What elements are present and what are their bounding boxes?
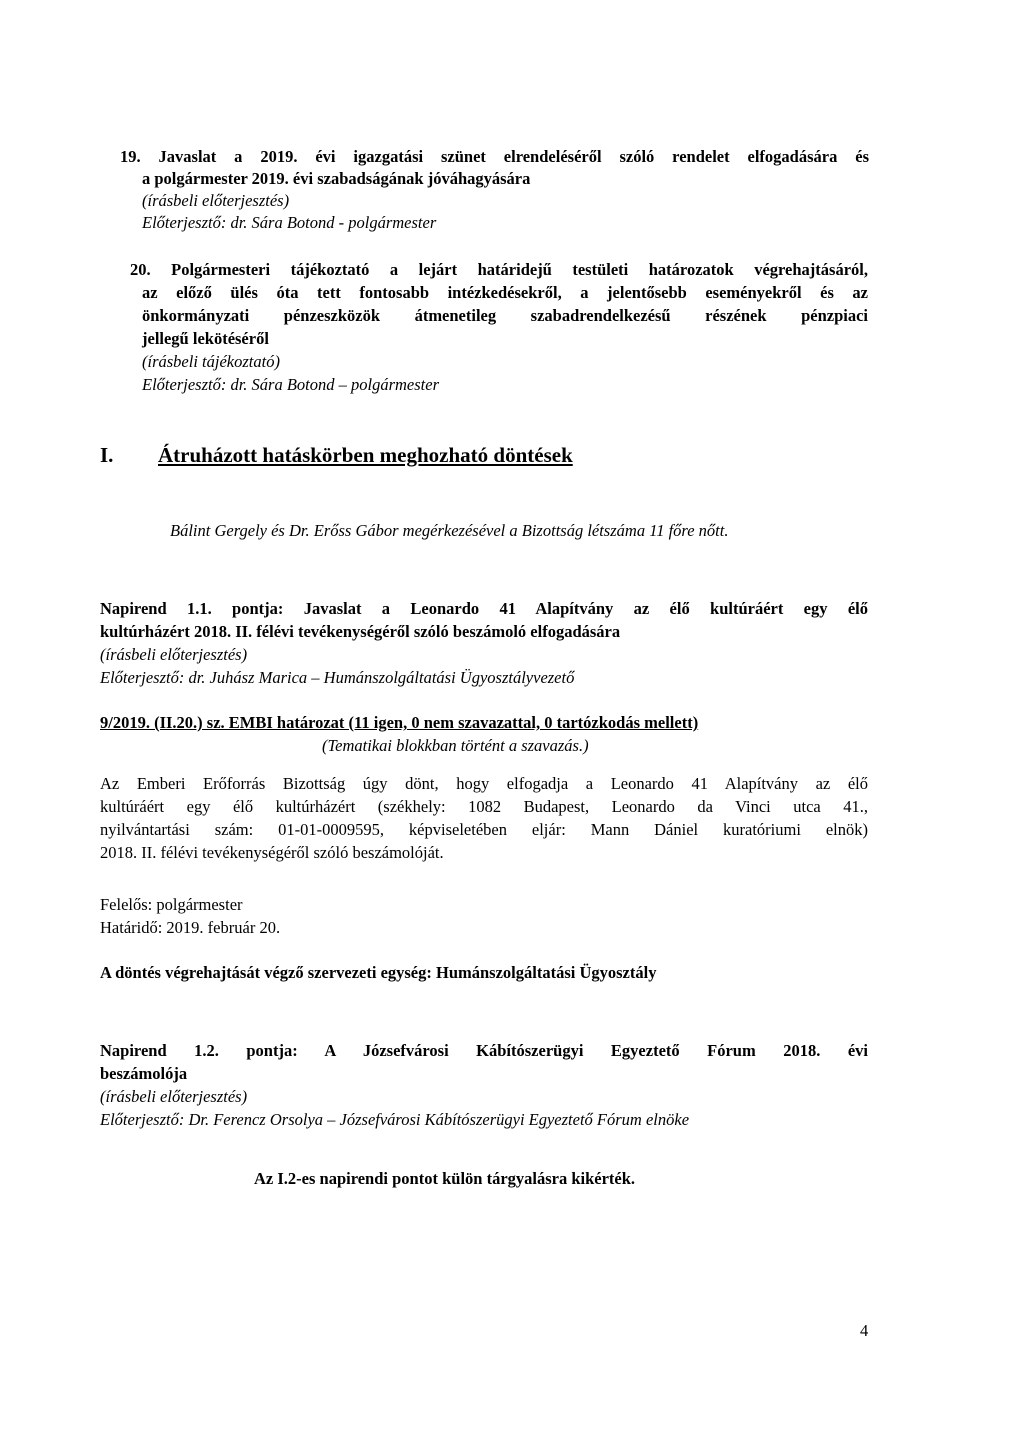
agenda-1-2-presenter: Előterjesztő: Dr. Ferencz Orsolya – Józsefvárosi Kábítószerügyi Egyeztető Fórum elnöke <box>100 1110 690 1129</box>
agenda-1-1-line1: Napirend 1.1. pontja: Javaslat a Leonardo 41 Alapítvány az élő kultúráért egy élő <box>100 599 868 618</box>
resolution-body-line1: Az Emberi Erőforrás Bizottság úgy dönt, hogy elfogadja a Leonardo 41 Alapítvány az élő <box>100 774 868 793</box>
separate-discussion-note: Az I.2-es napirendi pontot külön tárgyalásra kikérték. <box>254 1169 636 1188</box>
item19-type: (írásbeli előterjesztés) <box>142 191 290 210</box>
resolution-executor: A döntés végrehajtását végző szervezeti egység: Humánszolgáltatási Ügyosztály <box>100 963 657 982</box>
resolution-responsible: Felelős: polgármester <box>100 895 243 914</box>
page-number: 4 <box>860 1321 869 1340</box>
item20-title-line1: 20. Polgármesteri tájékoztató a lejárt határidejű testületi határozatok végrehajtásáról, <box>130 260 868 279</box>
item20-presenter: Előterjesztő: dr. Sára Botond – polgármester <box>142 375 439 394</box>
arrival-note: Bálint Gergely és Dr. Erőss Gábor megérkezésével a Bizottság létszáma 11 főre nőtt. <box>170 521 729 540</box>
item19-title-line2: a polgármester 2019. évi szabadságának jóváhagyására <box>142 169 531 188</box>
item20-type: (írásbeli tájékoztató) <box>142 352 280 371</box>
agenda-1-2-line2: beszámolója <box>100 1064 188 1083</box>
resolution-deadline: Határidő: 2019. február 20. <box>100 918 281 937</box>
item19-title-line1: 19. Javaslat a 2019. évi igazgatási szünet elrendeléséről szóló rendelet elfogadására és <box>120 147 869 166</box>
resolution-subtitle: (Tematikai blokkban történt a szavazás.) <box>322 736 589 755</box>
resolution-body-line4: 2018. II. félévi tevékenységéről szóló beszámolóját. <box>100 843 444 862</box>
item20-title-line4: jellegű lekötéséről <box>142 329 269 348</box>
item20-title-line2: az előző ülés óta tett fontosabb intézkedésekről, a jelentősebb eseményekről és az <box>142 283 868 302</box>
resolution-body-line2: kultúráért egy élő kultúrházért (székhely: 1082 Budapest, Leonardo da Vinci utca 41., <box>100 797 868 816</box>
agenda-1-1-type: (írásbeli előterjesztés) <box>100 645 248 664</box>
resolution-title: 9/2019. (II.20.) sz. EMBI határozat (11 igen, 0 nem szavazattal, 0 tartózkodás mellett) <box>100 713 699 732</box>
item20-title-line3: önkormányzati pénzeszközök átmenetileg szabadrendelkezésű részének pénzpiaci <box>142 306 868 325</box>
item19-presenter: Előterjesztő: dr. Sára Botond - polgármester <box>142 213 437 232</box>
agenda-1-1-line2: kultúrházért 2018. II. félévi tevékenységéről szóló beszámoló elfogadására <box>100 622 621 641</box>
agenda-1-2-line1: Napirend 1.2. pontja: A Józsefvárosi Kábítószerügyi Egyeztető Fórum 2018. évi <box>100 1041 868 1060</box>
section-title: Átruházott hatáskörben meghozható döntések <box>158 443 573 467</box>
section-number: I. <box>100 443 114 467</box>
agenda-1-2-type: (írásbeli előterjesztés) <box>100 1087 248 1106</box>
agenda-1-1-presenter: Előterjesztő: dr. Juhász Marica – Humánszolgáltatási Ügyosztályvezető <box>100 668 575 687</box>
resolution-body-line3: nyilvántartási szám: 01-01-0009595, képviseletében eljár: Mann Dániel kuratóriumi elnök) <box>100 820 868 839</box>
